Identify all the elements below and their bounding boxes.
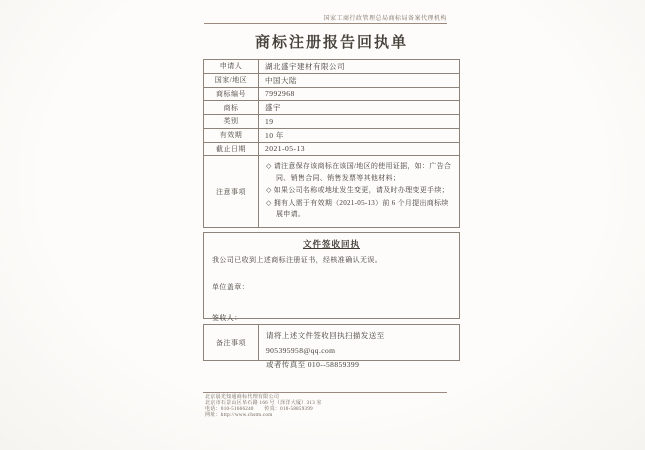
table-row-trademark: [204, 101, 459, 115]
row-value: 7992968: [265, 89, 295, 99]
row-value: 10 年: [265, 130, 284, 140]
remark-line-fax: 或者传真至 010--58859399: [266, 360, 360, 369]
document-title: 商标注册报告回执单: [254, 35, 408, 51]
table-row-class: [204, 115, 459, 129]
remark-table: [203, 324, 460, 369]
row-value: 19: [265, 116, 274, 126]
footer-address: 北京市石景山区阜石路 166 号（泽洋大厦）313 室: [205, 400, 322, 406]
footer-website: 网址：http://www.chstm.com: [205, 412, 273, 418]
trademark-info-table: [203, 59, 460, 228]
remark-label: 备注事项: [204, 325, 259, 360]
table-row-trademark-number: [204, 88, 459, 102]
note-item: ◇ 如果公司名称或地址发生变更，请及时办理变更手续；: [266, 186, 449, 195]
signer-label: 签收人：: [212, 314, 242, 322]
receipt-statement: 我公司已收到上述商标注册证书，经核准确认无误。: [212, 256, 383, 264]
row-label: 有效期: [204, 129, 259, 142]
agency-header-underline: [204, 23, 447, 24]
row-value: 湖北盛宇建材有限公司: [265, 61, 345, 71]
note-item: ◇ 拥有人需于有效期（2021-05-13）前 6 个月提出商标续展申请。: [266, 198, 449, 219]
row-value: 2021-05-13: [265, 144, 305, 154]
row-label: 国家/地区: [204, 74, 259, 87]
notes-list: [259, 156, 459, 227]
company-seal-label: 单位盖章：: [212, 283, 249, 291]
row-label: 商标编号: [204, 88, 259, 101]
footer-divider: [203, 392, 447, 393]
note-item: ◇ 请注意保存该商标在该国/地区的使用证据，如：广告合同、销售合同、销售发票等其他材料；: [266, 162, 452, 182]
row-label: 商标: [204, 101, 259, 114]
row-value: 中国大陆: [265, 75, 297, 85]
remark-line-email: 请将上述文件签收回执扫描发送至 905395958@qq.com: [266, 331, 385, 355]
table-row-validity: [204, 129, 459, 143]
agency-header-line: 国家工商行政管理总局商标局备案代理机构: [323, 16, 447, 22]
table-row-country: [204, 74, 459, 88]
agency-footer: [205, 395, 449, 419]
row-label: 申请人: [204, 60, 259, 73]
row-value: 盛宇: [265, 103, 281, 113]
table-row-notes: [204, 156, 459, 227]
receipt-box-title: 文件签收回执: [302, 239, 360, 249]
table-row-deadline: [204, 143, 459, 157]
footer-company-name: 北京晨光知通商标代理有限公司: [205, 395, 280, 400]
document-receipt-box: [203, 232, 460, 322]
row-label: 注意事项: [204, 156, 259, 227]
row-label: 类别: [204, 115, 259, 128]
remark-content: [259, 325, 459, 369]
table-row-applicant: [204, 60, 459, 74]
row-label: 截止日期: [204, 143, 259, 156]
footer-phone-fax: 电话：010-51666240 传真：010-58859399: [205, 406, 313, 412]
